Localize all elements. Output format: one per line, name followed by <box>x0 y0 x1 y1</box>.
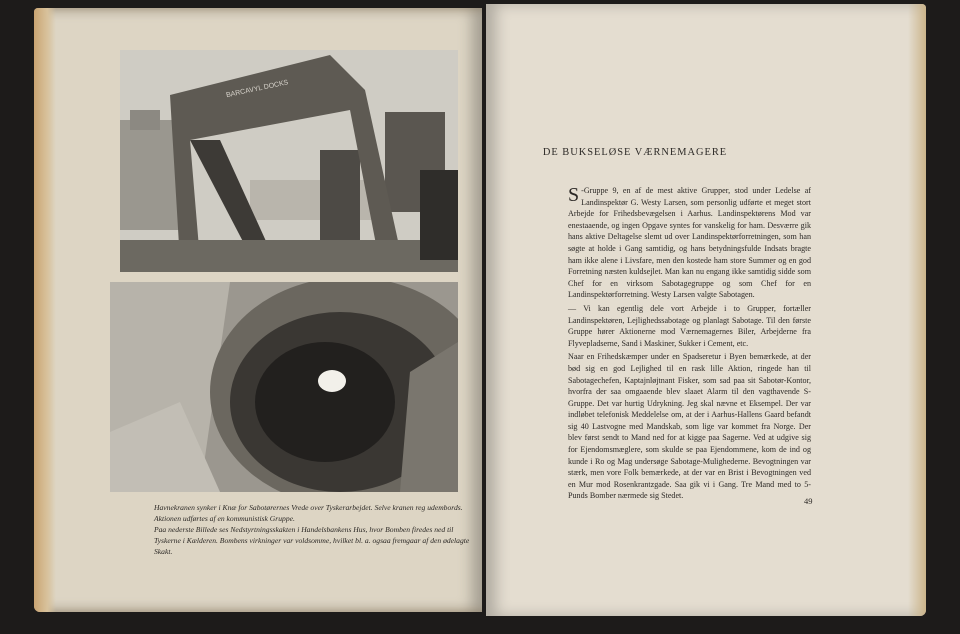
paragraph-3: Naar en Frihedskæmper under en Spadseretur i Byen bemærkede, at der bød sig en god Lejlighed til en rask lille Aktion, ringede han til Sabotagechefen, Kaptajnløjtnant Fisker, som sad paa sit Sabotør-Kontor, hvorfra der saa omgaaende blev slaaet Alarm til den vagthavende S-Gruppe. Det var hurtig Udrykning. Jeg skal nævne et Eksempel. Der var indløbet telefonisk Meddelelse om, at der i Aarhus-Hallens Gaard befandt sig 40 Lastvogne med Mandskab, som lige var kommet fra Norge. Der blev først sendt to Mand ned for at kigge paa Sagerne. Ved at udgive sig for Ejendomsmæglere, som skulde se paa Ejendommene, kom de ind og kunde i Ro og Mag undersøge Sabotage-Mulighederne. Bevogtningen var stærk, men vore Folk bemærkede, at der var en Brist i Bevogtningen ved en Mur mod Rosenkrantzgade. Saa gik vi i Gang. Tre Mand med to 5-Punds Bomber nærmede sig Stedet. <box>568 352 811 501</box>
photo-caption-top: Havnekranen synker i Knæ for Sabotørernes Vrede over Tyskerarbejdet. Selve kranen reg udembords. Aktionen udførtes af en kommunistisk Gruppe. <box>154 503 463 523</box>
page-number: 49 <box>804 496 813 506</box>
bomb-shaft-photo <box>110 282 458 492</box>
left-page <box>34 8 482 612</box>
photo-caption-bottom: Paa nederste Billede ses Nedstyrtningsskakten i Handelsbankens Hus, hvor Bomben firedes ned til Tyskerne i Kælderen. Bombens virkninger var voldsomme, hvilket bl. a. ogsaa fremgaar af den ødelagte Skakt. <box>154 525 470 556</box>
chapter-title: DE BUKSELØSE VÆRNEMAGERE <box>542 147 728 158</box>
paragraph-1-text: -Gruppe 9, en af de mest aktive Grupper, stod under Ledelse af Landinspektør G. Westy Larsen, som personlig udførte et meget stort Arbejde for Frihedsbevægelsen i Aarhus. Landinspektørens Mod var enestaaende, og ingen Opgave syntes for vanskelig for ham. Desværre gik hans aktive Deltagelse slemt ud over Landinspektørforretningen, som han søgte at holde i Gang samtidig, og hans betydningsfulde Indsats bragte ham ikke alene i Livsfare, men den kostede ham store Summer og en god Forretning næsten kuldsejlet. Man kan nu engang ikke samtidig sidde som Chef for en virksom Sabotagegruppe og som Chef for en Landinspektørforretning. Westy Larsen valgte Sabotagen. <box>568 186 811 300</box>
paragraph-1 <box>568 185 811 301</box>
chapter-body <box>568 185 811 504</box>
paragraph-2: — Vi kan egentlig dele vort Arbejde i to Grupper, fortæller Landinspektøren, Lejlighedssabotage og planlagt Sabotage. Til den første Gruppe hører Aktionerne mod Værnemagernes Biler, Arbejderne fra Flyvepladserne, Sand i Maskiner, Sukker i Cement, etc. <box>568 303 811 348</box>
harbor-crane-photo <box>120 50 458 272</box>
drop-cap: S <box>568 184 580 206</box>
crane-sign-text: BARCAVYL DOCKS <box>225 79 290 100</box>
